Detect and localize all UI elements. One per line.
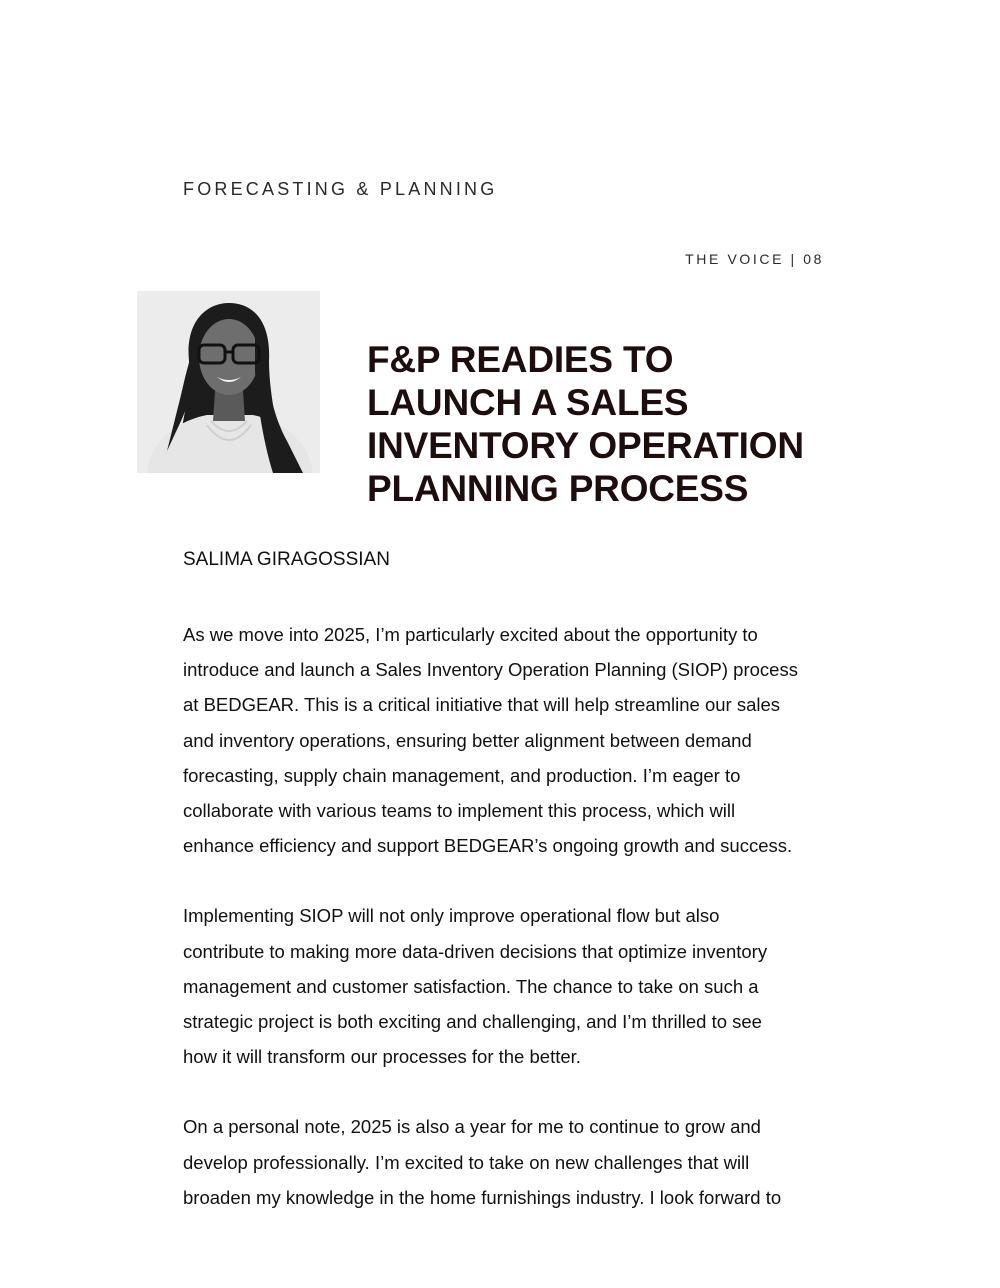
headline-line: LAUNCH A SALES: [367, 382, 689, 423]
text-line: at BEDGEAR. This is a critical initiative that will help streamline our sales: [183, 694, 781, 716]
text-line: introduce and launch a Sales Inventory Operation Planning (SIOP) process: [183, 659, 798, 681]
text-line: enhance efficiency and support BEDGEAR’s ongoing growth and success.: [183, 835, 793, 857]
text-line: strategic project is both exciting and challenging, and I’m thrilled to see: [183, 1011, 762, 1033]
text-line: develop professionally. I’m excited to take on new challenges that will: [183, 1151, 750, 1173]
headline-line: PLANNING PROCESS: [367, 468, 749, 509]
text-line: Implementing SIOP will not only improve operational flow but also: [183, 905, 720, 927]
text-line: collaborate with various teams to implement this process, which will: [183, 800, 736, 822]
text-line: how it will transform our processes for the better.: [183, 1046, 581, 1068]
text-line: broaden my knowledge in the home furnishings industry. I look forward to: [183, 1186, 782, 1208]
body-paragraph: [183, 617, 843, 863]
text-line: management and customer satisfaction. The chance to take on such a: [183, 975, 759, 997]
text-line: forecasting, supply chain management, and production. I’m eager to: [183, 764, 741, 786]
section-label: FORECASTING & PLANNING: [183, 179, 498, 199]
body-paragraph: [183, 1109, 843, 1215]
text-line: and inventory operations, ensuring better alignment between demand: [183, 729, 752, 751]
author-byline: SALIMA GIRAGOSSIAN: [183, 549, 390, 570]
text-line: As we move into 2025, I’m particularly excited about the opportunity to: [183, 624, 758, 645]
text-line: contribute to making more data-driven decisions that optimize inventory: [183, 940, 768, 962]
body-paragraph: [183, 898, 843, 1074]
article-headline: [367, 338, 837, 510]
author-portrait-photo: [137, 291, 320, 473]
page-reference: THE VOICE | 08: [685, 251, 824, 267]
headline-line: INVENTORY OPERATION: [367, 425, 804, 466]
article-body: [183, 617, 843, 1250]
headline-line: F&P READIES TO: [367, 339, 674, 380]
text-line: On a personal note, 2025 is also a year for me to continue to grow and: [183, 1116, 761, 1138]
